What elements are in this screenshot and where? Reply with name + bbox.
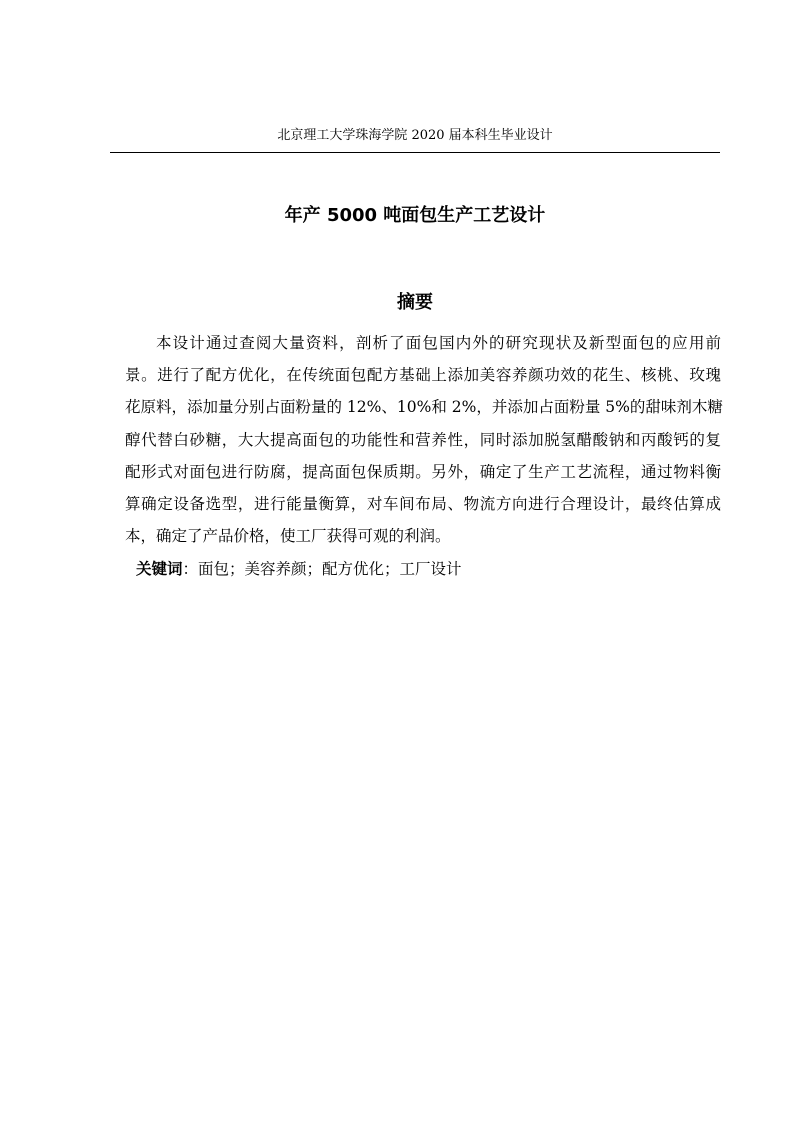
document-title: 年产 5000 吨面包生产工艺设计 xyxy=(284,205,546,226)
abstract-line: 本设计通过查阅大量资料，剖析了面包国内外的研究现状及新型面包的应用前 xyxy=(156,334,721,352)
abstract-heading: 摘要 xyxy=(397,292,433,313)
abstract-line: 配形式对面包进行防腐，提高面包保质期。另外，确定了生产工艺流程，通过物料衡 xyxy=(125,462,721,481)
header-text: 北京理工大学珠海学院 2020 届本科生毕业设计 xyxy=(277,128,553,143)
keywords-value: 面包；美容养颜；配方优化；工厂设计 xyxy=(198,560,462,578)
abstract-line: 算确定设备选型，进行能量衡算，对车间布局、物流方向进行合理设计，最终估算成 xyxy=(125,495,721,514)
keywords-label: 关键词 xyxy=(136,560,183,578)
abstract-line: 本，确定了产品价格，使工厂获得可观的利润。 xyxy=(125,527,451,546)
abstract-line: 花原料，添加量分别占面粉量的 12%、10%和 2%，并添加占面粉量 5%的甜味剂木糖 xyxy=(125,398,723,417)
abstract-body xyxy=(125,327,721,552)
page-header xyxy=(110,126,720,153)
abstract-line: 景。进行了配方优化，在传统面包配方基础上添加美容养颜功效的花生、核桃、玫瑰 xyxy=(125,366,721,385)
keywords-separator: ： xyxy=(182,560,199,578)
keywords xyxy=(136,554,721,584)
abstract-line: 醇代替白砂糖，大大提高面包的功能性和营养性，同时添加脱氢醋酸钠和丙酸钙的复 xyxy=(125,430,721,449)
